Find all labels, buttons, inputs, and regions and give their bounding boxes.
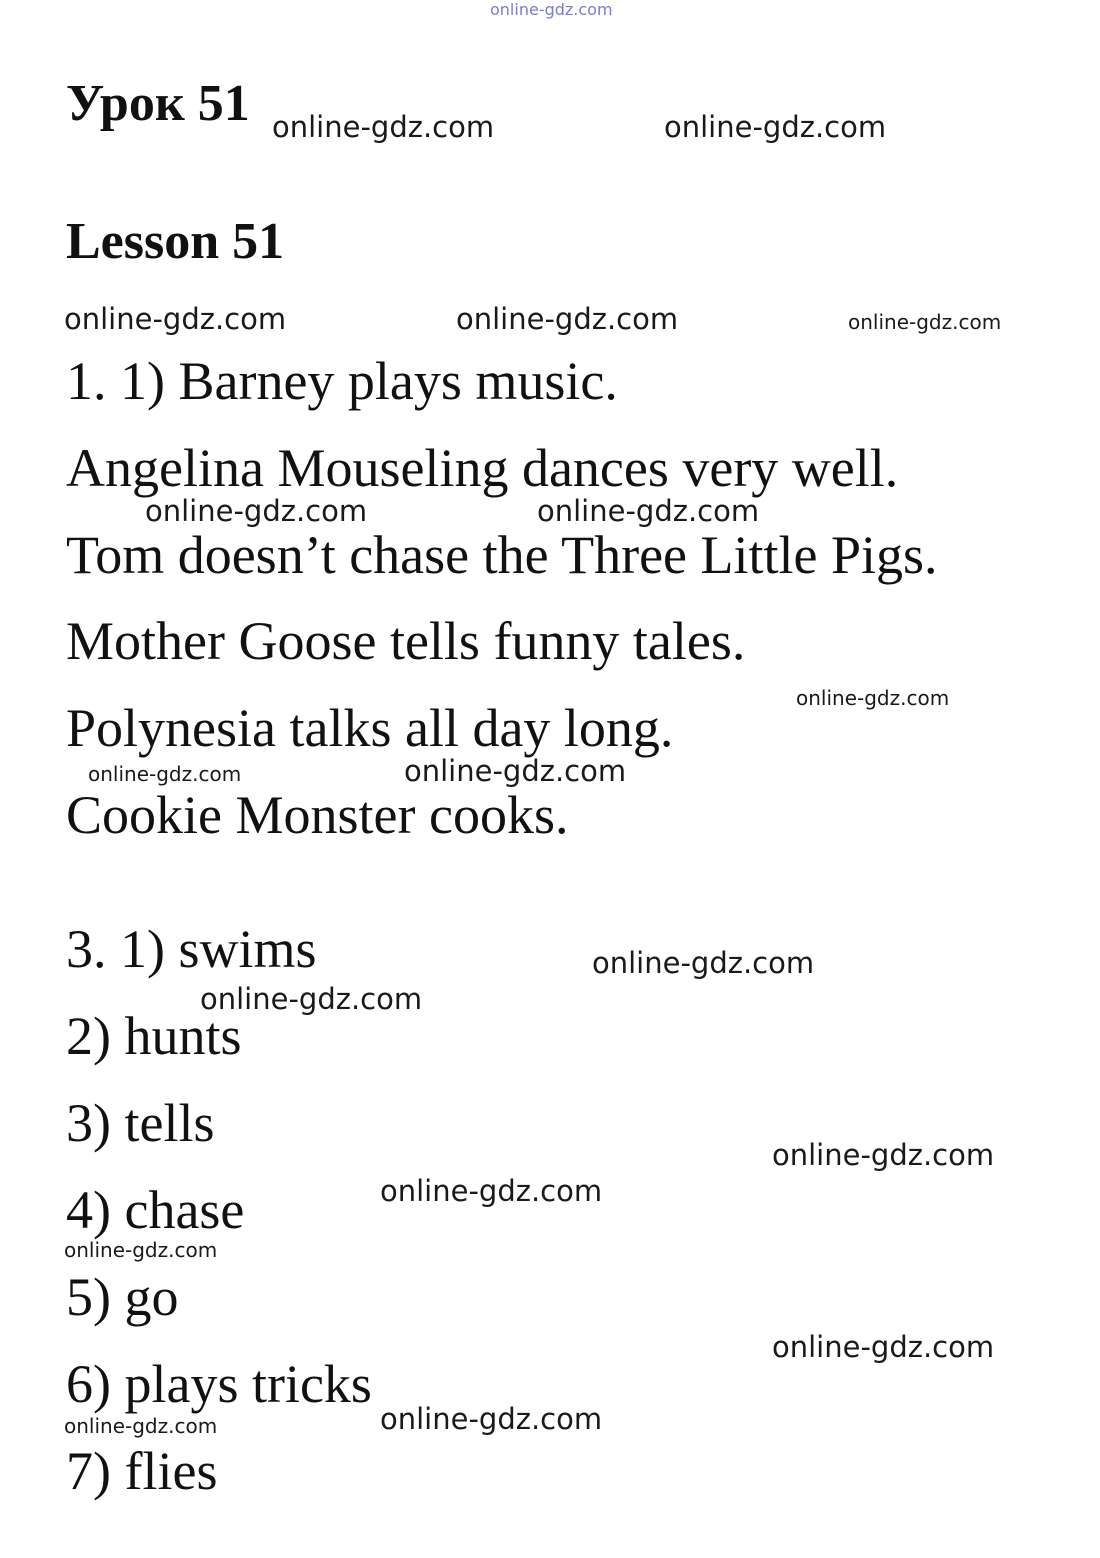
task-3-line: 7) flies: [66, 1441, 218, 1501]
watermark: online-gdz.com: [848, 310, 1002, 334]
watermark: online-gdz.com: [592, 946, 815, 980]
task-1-line: Cookie Monster cooks.: [66, 785, 569, 845]
task-1-line: Polynesia talks all day long.: [66, 698, 674, 758]
task-3-line: 4) chase: [66, 1180, 245, 1240]
task-3-line: 6) plays tricks: [66, 1354, 372, 1414]
watermark: online-gdz.com: [200, 982, 423, 1016]
watermark: online-gdz.com: [88, 762, 242, 786]
watermark: online-gdz.com: [456, 302, 679, 336]
watermark: online-gdz.com: [380, 1402, 603, 1436]
watermark: online-gdz.com: [380, 1174, 603, 1208]
task-3-line: 2) hunts: [66, 1006, 242, 1066]
task-1-line: Mother Goose tells funny tales.: [66, 611, 746, 671]
watermark: online-gdz.com: [664, 110, 887, 144]
watermark: online-gdz.com: [145, 494, 368, 528]
watermark: online-gdz.com: [796, 686, 950, 710]
task-1-line: Tom doesn’t chase the Three Little Pigs.: [66, 525, 938, 585]
task-1-line: 1. 1) Barney plays music.: [66, 351, 618, 411]
lesson-title-english: Lesson 51: [66, 213, 285, 270]
watermark: online-gdz.com: [772, 1138, 995, 1172]
watermark: online-gdz.com: [772, 1330, 995, 1364]
watermark: online-gdz.com: [272, 110, 495, 144]
watermark: online-gdz.com: [64, 1414, 218, 1438]
task-3-line: 3. 1) swims: [66, 919, 317, 979]
task-1-line: Angelina Mouseling dances very well.: [66, 438, 899, 498]
task-3-line: 3) tells: [66, 1093, 215, 1153]
watermark: online-gdz.com: [64, 302, 287, 336]
lesson-title-russian: Урок 51: [66, 75, 250, 132]
watermark: online-gdz.com: [490, 0, 613, 19]
watermark: online-gdz.com: [537, 494, 760, 528]
watermark: online-gdz.com: [64, 1238, 218, 1262]
watermark: online-gdz.com: [404, 754, 627, 788]
task-3-line: 5) go: [66, 1267, 179, 1327]
